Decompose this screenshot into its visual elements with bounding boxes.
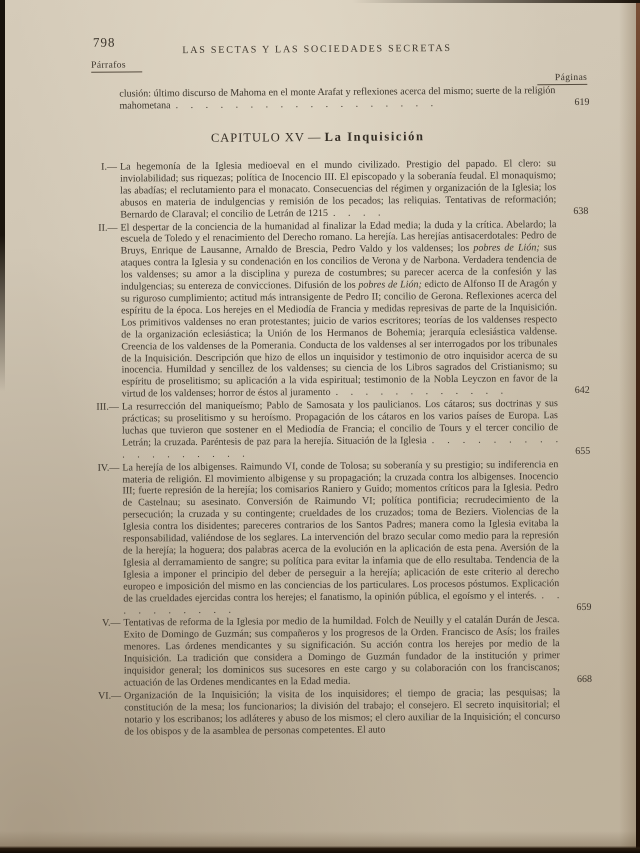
paginas-column-label: Páginas (537, 73, 587, 85)
entry-numeral: III.— (96, 401, 119, 413)
entry-numeral: V.— (102, 618, 121, 630)
page-curl-shadow-right (619, 0, 637, 853)
entry-page-number: 659 (576, 601, 592, 613)
chapter-number: CAPITULO XV (210, 130, 305, 145)
entry-text: Organización de la Inquisición; la visita de los inquisidores; el tiempo de gracia; las pesquisas; la constitución de la mesa; los funcionarios; la división del trabajo; el consejero. El secreto inquisitorial; el notario y los escribanos; los adláteres y abuso de los mismos; el clero auxiliar de la Inquisición; el concurso de los obispos y de la asamblea de personas competentes. El auto (124, 686, 561, 738)
page-shadow-bottom (0, 831, 640, 847)
toc-entries (86, 158, 593, 739)
running-header: LAS SECTAS Y LAS SOCIEDADES SECRETAS (182, 42, 452, 57)
chapter-title: La Inquisición (324, 129, 425, 144)
entry-text: La resurrección del maniqueísmo; Pablo de Samosata y los paulicianos. Los cátaros; sus doctrinas y sus prácticas; su proselitismo y su heroísmo. Propagación de los cátaros en los varios países de Europa. Las luchas que tuvieron que sostener en el Mediodía de Francia; el concilio de Tours y el tercer concilio de Letrán; la cruzada. Paréntesis de paz para la herejía. Situación de la Iglesia (121, 398, 559, 449)
entry-page-number: 668 (576, 673, 593, 685)
entry-page-number: 642 (574, 385, 590, 397)
entry-page-number: 655 (575, 445, 591, 457)
photo-dark-edge-left (0, 0, 5, 392)
leader-dots: . . . . . . . . . . . . . . . . . . (122, 433, 559, 461)
chapter-dash: — (307, 129, 322, 145)
toc-entry-4 (88, 458, 592, 617)
leader-dots: . . . . (332, 207, 381, 219)
photo-dark-edge-bottom (0, 846, 640, 853)
toc-entry-6 (90, 687, 560, 738)
leader-dots: . . . . . . . . . . . . (335, 385, 504, 399)
photo-dark-edge-top (352, 0, 640, 3)
chapter-heading (0, 127, 638, 147)
photo-dark-edge-right (636, 0, 640, 853)
parrafos-column-label: Párrafos (91, 60, 142, 72)
toc-entry-1 (86, 158, 589, 221)
entry-numeral: VI.— (98, 690, 122, 702)
toc-entry-3 (88, 398, 591, 461)
toc-entry-2 (86, 218, 590, 401)
leader-dots: . . . . . . . . . . . . . . . . . . (175, 98, 434, 112)
leader-dots: . . . . . . . . . . (123, 589, 560, 617)
entry-text: La herejía de los albigenses. Raimundo VI, conde de Tolosa; su soberanía y su prestigio; su indiferencia en materia de religión. El movimiento albigense y su propagación; la cruzada contra los albigenses. Inocencio III; fuerte represión de la herejía; los comisarios Raniero y Guido; momentos críticos para la Iglesia. Pedro de Castelnau; su asesinato. Conversión de Raimundo VI; política pontificia; recrudecimiento de la persecución; la cruzada y su contingente; crueldades de los cruzados; toma de Beziers. Violencias de la Iglesia contra los disidentes; pareceres contrarios de los Santos Padres; manera como la Iglesia evitaba la responsabilidad, valiéndose de los seglares. La intervención del brazo secular como medio para la represión de la herejía; la hoguera; dos palabras acerca de la evolución en la aplicación de esta pena. Aversión de la Iglesia al derramamiento de sangre; su política para evitar la infamia que de ello resultaba. Tendencia de la Iglesia a imponer el principio del deber de perseguir a la herejía; aplicación de este criterio al derecho europeo e imposición del mismo en las conciencias de los particulares. Los procesos póstumos. Explicación de las crueldades ejercidas contra los herejes; el fanatismo, la opinión pública, el egoísmo y el interés. (122, 458, 560, 605)
entry-page-number: 619 (574, 96, 590, 108)
entry-text: El despertar de la conciencia de la humanidad al finalizar la Edad media; la duda y la crítica. Abelardo; la escuela de Toledo y el renacimiento del Derecho romano. La herejía. Las herejías antisacerdotales: Pedro de Bruys, Enrique de Lausanne, Arnaldo de Brescia, Pedro Valdo y los valdenses; los pobres de Lión; sus ataques contra la Iglesia y su condenación en los concilios de Verona y de Narbona. Verdadera tendencia de los valdenses; su amor a la disciplina y pureza de costumbres; su parecer acerca de la confesión y las indulgencias; su entereza de convicciones. Difusión de los pobres de Lión; edicto de Alfonso II de Aragón y su riguroso cumplimiento; actitud más intransigente de Pedro II; concilio de Gerona. Reflexiones acerca del espíritu de la época. Los herejes en el Mediodía de Francia y medidas represivas de parte de la Inquisición. Los primitivos valdenses no eran protestantes; juicio de varios escritores; teorías de los valdenses respecto de la organización eclesiástica; la Unión de los Hermanos de Bohemia; jerarquía eclesiástica valdense. Creencia de los valdenses de la Pomerania. Conducta de los valdenses al ser interrogados por los tribunales de la Inquisición. Descripción que hizo de ellos un inquisidor y testimonio de otro inquisidor acerca de su inocencia. Humildad y sencillez de los valdenses; su ciencia de los Libros sagrados del Cristianismo; su espíritu de proselitismo; su aplicación a la vida espiritual; testimonio de la Nobla Leyczon en favor de la virtud de los valdenses; horror de éstos al juramento (120, 218, 558, 400)
page-folio: 798 (92, 34, 116, 50)
entry-page-number: 638 (573, 205, 589, 217)
toc-carryover-entry (119, 85, 590, 112)
entry-numeral: I.— (101, 161, 117, 173)
entry-numeral: II.— (98, 222, 118, 234)
entry-numeral: IV.— (97, 462, 120, 474)
toc-entry-5 (89, 614, 593, 690)
entry-text: Tentativas de reforma de la Iglesia por medio de la humildad. Folch de Neuilly y el catalán Durán de Jesca. Exito de Domingo de Guzmán; sus compañeros y los progresos de la Orden. Francisco de Asís; los frailes menores. Las órdenes mendicantes y su significación. Su acción contra los herejes por medio de la Inquisición. La tradición que considera a Domingo de Guzmán fundador de la institución y primer inquisidor general; los dominicos sus sucesores en este cargo y su colaboración con los franciscanos; actuación de las Ordenes mendicantes en la Edad media. (123, 614, 560, 689)
entry-text: clusión: último discurso de Mahoma en el monte Arafat y reflexiones acerca del mismo; suerte de la religión mahometana (119, 85, 556, 112)
entry-text: La hegemonía de la Iglesia medioeval en el mundo civilizado. Prestigio del papado. El clero: su inviolabilidad; sus riquezas; política de Inocencio III. El episcopado y la soberanía feudal. El monaquismo; las abadías; el reclutamiento para el monacato. Consecuencias del régimen y organización de la Iglesia; los abusos en materia de indulgencias y remisión de los pecados; las reliquias. Tentativas de reformación; Bernardo de Claraval; el concilio de Letrán de 1215 (119, 158, 557, 221)
